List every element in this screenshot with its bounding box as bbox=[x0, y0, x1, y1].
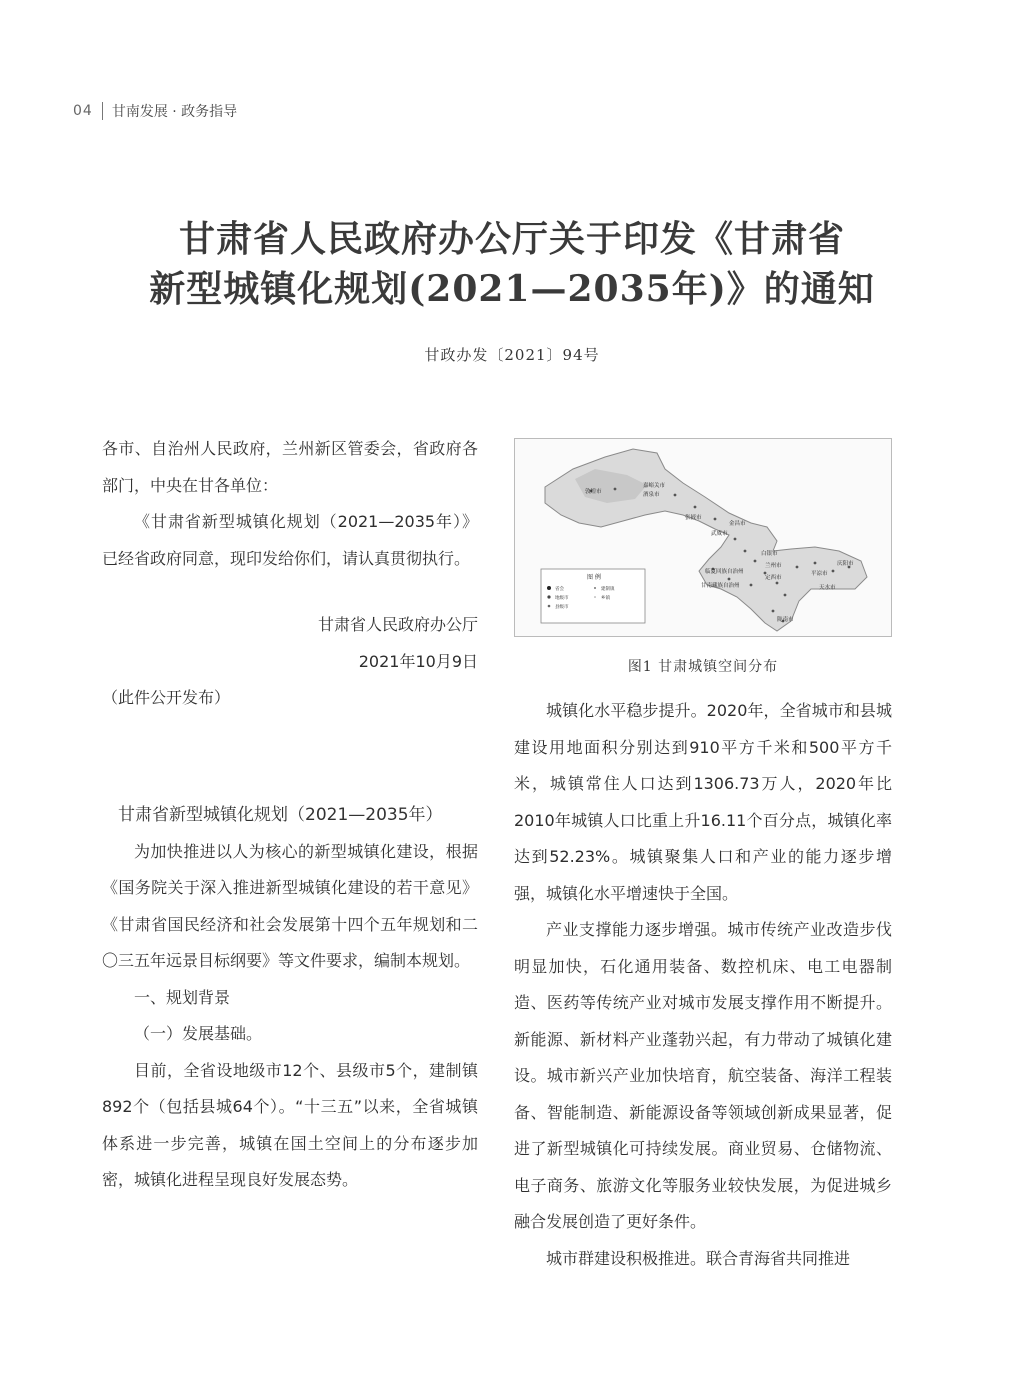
document-title bbox=[0, 214, 1024, 314]
gansu-map-icon bbox=[515, 439, 891, 636]
plan-subtitle: 甘肃省新型城镇化规划（2021—2035年） bbox=[118, 805, 443, 825]
legend-item: 县级市 bbox=[555, 605, 569, 610]
map-label: 敦煌市 bbox=[585, 489, 602, 495]
title-line-1: 甘肃省人民政府办公厅关于印发《甘肃省 bbox=[178, 218, 845, 260]
header-divider bbox=[102, 102, 103, 120]
legend-title: 图 例 bbox=[587, 574, 601, 581]
legend-item: 地级市 bbox=[555, 596, 569, 601]
urbanization-paragraph: 城镇化水平稳步提升。2020年，全省城市和县城建设用地面积分别达到910平方千米和500平方千米，城镇常住人口达到1306.73万人，2020年比2010年城镇人口比重上升16.11个百分点，城镇化率达到52.23%。城镇聚集人口和产业的能力逐步增强，城镇化水平增速快于全国。 bbox=[514, 701, 892, 903]
section-heading-1: 一、规划背景 bbox=[134, 987, 231, 1007]
industry-paragraph: 产业支撑能力逐步增强。城市传统产业改造步伐明显加快，石化通用装备、数控机床、电工电器制造、医药等传统产业对城市发展支撑作用不断提升。新能源、新材料产业蓬勃兴起，有力带动了城镇化建设。城市新兴产业加快培育，航空装备、海洋工程装备、智能制造、新能源设备等领域创新成果显著，促进了新型城镇化可持续发展。商业贸易、仓储物流、电子商务、旅游文化等服务业较快发展，为促进城乡融合发展创造了更好条件。 bbox=[514, 920, 892, 1231]
plan-block bbox=[102, 797, 478, 1199]
legend-item: 乡镇 bbox=[601, 596, 610, 601]
map-label: 白银市 bbox=[761, 551, 778, 557]
issuer: 甘肃省人民政府办公厅 bbox=[317, 615, 478, 634]
legend-item: 省会 bbox=[555, 587, 564, 592]
publication-name: 甘南发展 · 政务指导 bbox=[111, 104, 238, 120]
map-label: 酒泉市 bbox=[643, 492, 660, 498]
running-header bbox=[73, 101, 237, 121]
map-label: 嘉峪关市 bbox=[643, 483, 666, 489]
notice-body: 《甘肃省新型城镇化规划（2021—2035年）》已经省政府同意，现印发给你们，请认真贯彻执行。 bbox=[102, 512, 478, 568]
map-label: 金昌市 bbox=[729, 521, 746, 527]
addressee: 各市、自治州人民政府，兰州新区管委会，省政府各部门，中央在甘各单位： bbox=[102, 439, 478, 495]
map-label: 临夏回族自治州 bbox=[705, 569, 744, 575]
map-label: 兰州市 bbox=[765, 563, 782, 569]
map-legend bbox=[541, 569, 645, 623]
issue-date: 2021年10月9日 bbox=[358, 651, 478, 671]
basis-paragraph: 目前，全省设地级市12个、县级市5个，建制镇892个（包括县城64个）。“十三五”以来，全省城镇体系进一步完善，城镇在国土空间上的分布逐步加密，城镇化进程呈现良好发展态势。 bbox=[102, 1060, 478, 1189]
map-label: 庆阳市 bbox=[837, 561, 854, 567]
map-label: 陇南市 bbox=[777, 617, 794, 623]
map-label: 武威市 bbox=[711, 531, 728, 537]
page-number: 04 bbox=[73, 103, 93, 119]
map-label: 平凉市 bbox=[811, 571, 828, 577]
map-label: 天水市 bbox=[819, 585, 836, 591]
legend-item: 建制镇 bbox=[601, 587, 615, 592]
section-heading-1-1: （一）发展基础。 bbox=[134, 1024, 263, 1043]
figure-caption: 图1 甘肃城镇空间分布 bbox=[627, 659, 779, 675]
map-label: 甘南藏族自治州 bbox=[701, 583, 740, 589]
city-cluster-paragraph: 城市群建设积极推进。联合青海省共同推进 bbox=[546, 1248, 851, 1268]
disclosure-note: （此件公开发布） bbox=[102, 688, 231, 707]
document-number: 甘政办发〔2021〕94号 bbox=[424, 346, 600, 364]
notice-block bbox=[102, 431, 478, 717]
right-column bbox=[514, 693, 892, 1277]
title-line-2: 新型城镇化规划(2021—2035年)》的通知 bbox=[149, 268, 875, 310]
map-label: 张掖市 bbox=[685, 515, 702, 521]
plan-intro: 为加快推进以人为核心的新型城镇化建设，根据《国务院关于深入推进新型城镇化建设的若干意见》《甘肃省国民经济和社会发展第十四个五年规划和二〇三五年远景目标纲要》等文件要求，编制本规划。 bbox=[102, 841, 478, 970]
urban-distribution-map bbox=[514, 438, 892, 637]
map-label: 定西市 bbox=[765, 575, 782, 581]
